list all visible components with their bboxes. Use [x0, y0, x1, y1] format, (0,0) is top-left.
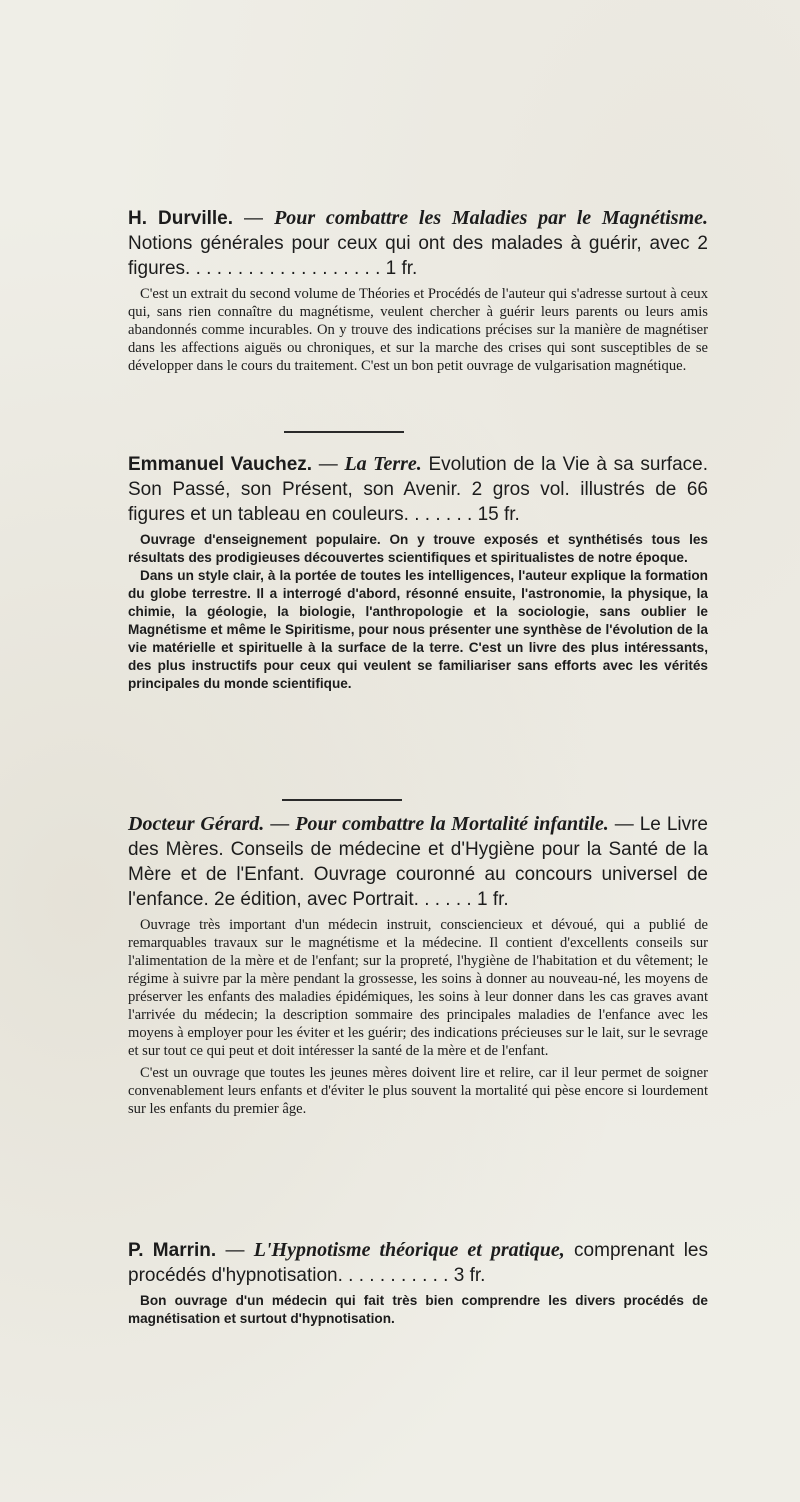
book-subtitle: — Le Livre des Mères. Conseils de médecine et d'Hygiène pour la Santé de la Mère et de l'Enfant. Ouvrage couronné au concours universel de l'enfance. 2e édition, avec Portrait. . . . . . — [128, 814, 709, 910]
entry-marrin — [128, 1238, 708, 1328]
author-name: Emmanuel Vauchez. — [128, 454, 313, 475]
entry-heading: P. Marrin. — L'Hypnotisme théorique et pratique, comprenant les procédés d'hypnotisation. . . . . . . . . . . 3 fr. — [128, 1239, 708, 1286]
entry-heading: H. Durville. — Pour combattre les Maladies par le Magnétisme. Notions générales pour ceux qui ont des malades à guérir, avec 2 figures. . . . . . . . . . . . . . . . . . . 1 fr. — [128, 207, 708, 279]
book-price: 1 fr. — [471, 889, 509, 910]
entry-heading: Emmanuel Vauchez. — La Terre. Evolution de la Vie à sa surface. Son Passé, son Présent, son Avenir. 2 gros vol. illustrés de 66 figures et un tableau en couleurs. . . . . . . 15 fr. — [128, 453, 709, 525]
entry-durville — [128, 206, 708, 375]
book-title: Pour combattre la Mortalité infantile. — [295, 813, 609, 835]
book-price: 3 fr. — [448, 1265, 486, 1286]
author-name: Docteur Gérard. — [128, 813, 265, 835]
description-paragraph: C'est un extrait du second volume de Théories et Procédés de l'auteur qui s'adresse surtout à ceux qui, sans rien connaître du magnétisme, veulent chercher à guérir leurs parents ou leurs amis abandonnés comme incurables. On y trouve des indications précises sur la manière de magnétiser dans les affections aiguës ou chroniques, et sur la marche des crises qui sont susceptibles de se développer dans le cours du traitement. C'est un bon petit ouvrage de vulgarisation magnétique. — [128, 286, 708, 374]
description-paragraph: Bon ouvrage d'un médecin qui fait très bien comprendre les divers procédés de magnétisation et surtout d'hypnotisation. — [128, 1293, 708, 1326]
description-paragraph: Ouvrage très important d'un médecin instruit, consciencieux et dévoué, qui a publié de remarquables travaux sur le magnétisme et la médecine. Il contient d'excellents conseils sur l'alimentation de la mère et de l'enfant; sur la propreté, l'hygiène de l'habitation et du vêtement; le régime à suivre par la mère pendant la grossesse, les soins à donner au nouveau-né, les moyens de préserver les enfants des maladies épidémiques, les soins à leur donner dans les cas graves avant l'arrivée du médecin; la description sommaire des principales maladies de l'enfance avec les moyens à employer pour les éviter et les guérir; des indications précieuses sur le lait, sur le sevrage et sur tout ce qui peut et doit intéresser la santé de la mère et de l'enfant. — [128, 917, 708, 1059]
separator-rule — [282, 799, 402, 801]
book-subtitle: Notions générales pour ceux qui ont des malades à guérir, avec 2 figures. . . . . . . . . . . . . . . . . . . — [128, 233, 708, 279]
book-title: Pour combattre les Maladies par le Magnétisme. — [274, 207, 708, 229]
book-subtitle: comprenant les procédés d'hypnotisation. . . . . . . . . . . — [128, 1240, 708, 1286]
book-subtitle: Evolution de la Vie à sa surface. Son Passé, son Présent, son Avenir. 2 gros vol. illustrés de 66 figures et un tableau en couleurs. . . . . . . — [128, 454, 709, 525]
author-name: P. Marrin. — [128, 1240, 217, 1261]
description-paragraph: C'est un ouvrage que toutes les jeunes mères doivent lire et relire, car il leur permet de soigner convenablement leurs enfants et d'éviter le plus souvent la mortalité qui pèse encore si lourdement sur les enfants du premier âge. — [128, 1065, 708, 1117]
separator-rule — [284, 431, 404, 433]
entry-vauchez — [128, 452, 708, 693]
book-title: La Terre. — [344, 453, 422, 475]
entry-heading: Docteur Gérard. — Pour combattre la Mortalité infantile. — Le Livre des Mères. Conseils de médecine et d'Hygiène pour la Santé de la Mère et de l'Enfant. Ouvrage couronné au concours universel de l'enfance. 2e édition, avec Portrait. . . . . . 1 fr. — [128, 813, 709, 910]
book-title: L'Hypnotisme théorique et pratique, — [253, 1239, 565, 1261]
book-price: 15 fr. — [472, 504, 520, 525]
author-name: H. Durville. — [128, 208, 233, 229]
entry-gerard — [128, 812, 708, 1118]
book-price: 1 fr. — [380, 258, 418, 279]
description-paragraph: Dans un style clair, à la portée de toutes les intelligences, l'auteur explique la formation du globe terrestre. Il a interrogé d'abord, résonné ensuite, l'astronomie, la physique, la chimie, la géologie, la biologie, l'anthropologie et la sociologie, sans oublier le Magnétisme et même le Spiritisme, pour nous présenter une synthèse de l'évolution de la vie matérielle et spirituelle à la surface de la terre. C'est un livre des plus intéressants, des plus instructifs pour ceux qui veulent se familiariser sans efforts avec les vérités principales du monde scientifique. — [128, 568, 708, 691]
description-paragraph: Ouvrage d'enseignement populaire. On y trouve exposés et synthétisés tous les résultats des prodigieuses découvertes scientifiques et spiritualistes de notre époque. — [128, 532, 708, 565]
